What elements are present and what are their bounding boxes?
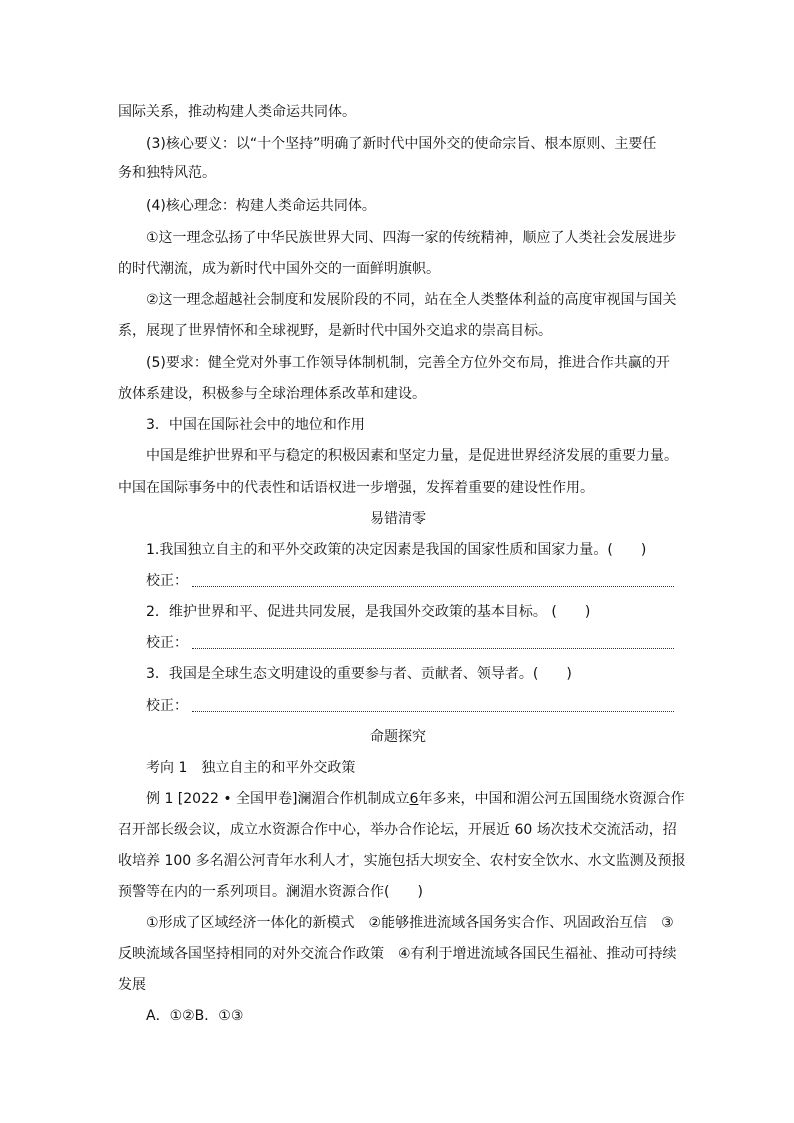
paragraph-line: 中国是维护世界和平与稳定的积极因素和坚定力量，是促进世界经济发展的重要力量。 [146,448,678,464]
paragraph-line: (5)要求：健全党对外事工作领导体制机制，完善全方位外交布局，推进合作共赢的开 [146,355,670,371]
option-line: ①形成了区域经济一体化的新模式 ②能够推进流域各国务实合作、巩固政治互信 ③ [146,915,674,931]
correction-label: 校正： [146,635,188,651]
example-number: 6 [409,791,419,807]
correction-line[interactable] [192,585,674,587]
error-item-1: 1.我国独立自主的和平外交政策的决定因素是我国的国家性质和国家力量。( ) [146,542,647,558]
example-line: 召开部长级会议，成立水资源合作中心，举办合作论坛，开展近 60 场次技术交流活动，招 [118,822,677,838]
section-heading-errors: 易错清零 [370,511,426,527]
error-item-3: 3．我国是全球生态文明建设的重要参与者、贡献者、领导者。( ) [146,666,572,682]
paragraph-line: (4)核心理念：构建人类命运共同体。 [146,198,376,214]
correction-label: 校正： [146,573,188,589]
paragraph-line: 系，展现了世界情怀和全球视野，是新时代中国外交追求的崇高目标。 [118,323,552,339]
paragraph-line: 中国在国际事务中的代表性和话语权进一步增强，发挥着重要的建设性作用。 [118,480,594,496]
section-heading-explore: 命题探究 [370,729,426,745]
paragraph-line: (3)核心要义：以“十个坚持”明确了新时代中国外交的使命宗旨、根本原则、主要任 [146,136,657,152]
answer-choices: A．①②B．①③ [146,1008,244,1024]
correction-row-3 [146,696,674,716]
example-line: 收培养 100 多名湄公河青年水利人才，实施包括大坝安全、农村安全饮水、水文监测及预报 [118,853,686,869]
paragraph-line: 放体系建设，积极参与全球治理体系改革和建设。 [118,386,426,402]
topic-heading: 考向 1 独立自主的和平外交政策 [146,760,356,776]
example-text: 年多来，中国和湄公河五国围绕水资源合作 [418,791,685,807]
example-text: 例 1 [2022 • 全国甲卷]澜湄合作机制成立 [146,791,410,807]
paragraph-line: 的时代潮流，成为新时代中国外交的一面鲜明旗帜。 [118,261,440,277]
correction-row-1 [146,571,674,591]
paragraph-line: 务和独特风范。 [118,165,216,181]
correction-row-2 [146,633,674,653]
correction-line[interactable] [192,710,674,712]
correction-line[interactable] [192,647,674,649]
paragraph-line: ②这一理念超越社会制度和发展阶段的不同，站在全人类整体利益的高度审视国与国关 [146,292,677,308]
option-line: 发展 [118,977,146,993]
correction-label: 校正： [146,698,188,714]
option-line: 反映流域各国坚持相同的对外交流合作政策 ④有利于增进流域各国民生福祉、推动可持续 [118,946,677,962]
paragraph-line: 国际关系，推动构建人类命运共同体。 [118,104,356,120]
error-item-2: 2．维护世界和平、促进共同发展，是我国外交政策的基本目标。 ( ) [146,604,591,620]
section-title: 3．中国在国际社会中的地位和作用 [146,417,365,433]
example-line: 预警等在内的一系列项目。澜湄水资源合作( ) [118,884,423,900]
example-line [146,789,685,809]
paragraph-line: ①这一理念弘扬了中华民族世界大同、四海一家的传统精神，顺应了人类社会发展进步 [146,230,677,246]
